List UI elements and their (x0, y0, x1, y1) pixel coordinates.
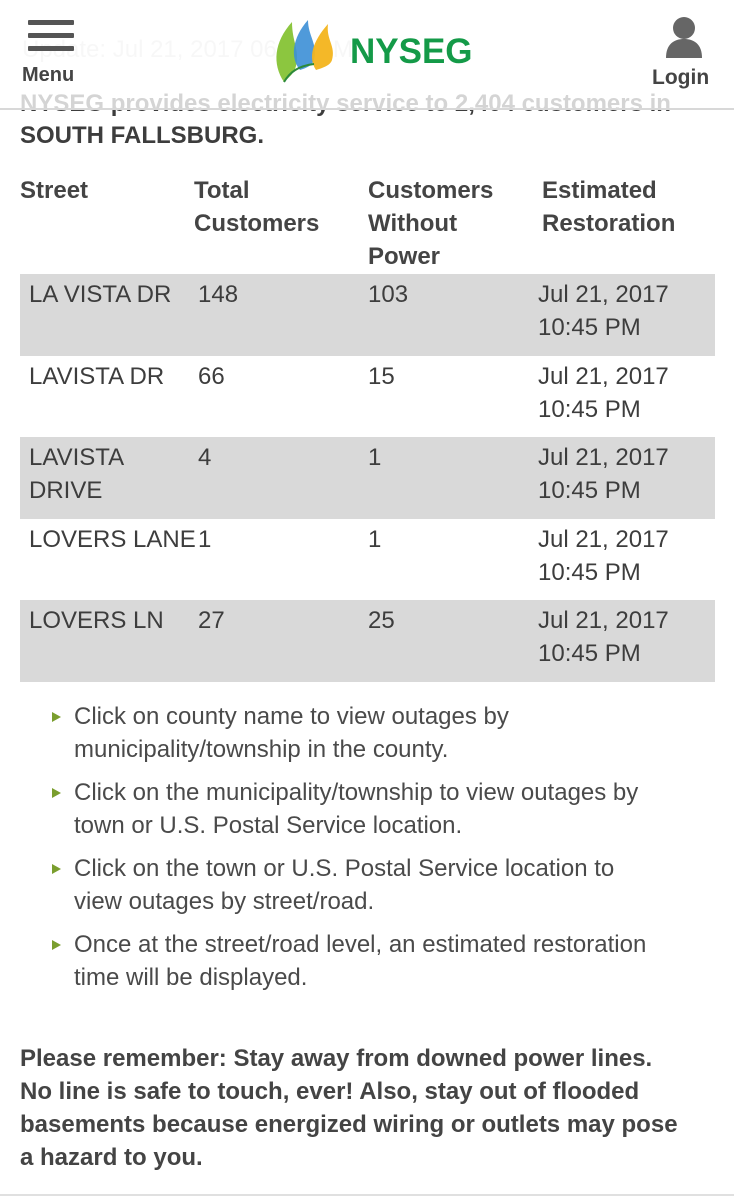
top-header (0, 0, 734, 108)
restoration-time: 10:45 PM (538, 640, 641, 667)
street-cell (29, 278, 199, 311)
login-label: Login (652, 66, 710, 89)
restoration-date: Jul 21, 2017 (538, 444, 669, 471)
street-cell (29, 360, 199, 393)
logo-wordmark: NYSEG (350, 32, 473, 71)
street-cell (29, 523, 219, 556)
login-button[interactable] (650, 14, 712, 94)
column-header-street (20, 174, 88, 207)
bullet-arrow-icon (52, 712, 61, 722)
header-line: Street (20, 177, 89, 204)
restoration-cell (538, 441, 669, 507)
safety-notice (20, 1042, 720, 1174)
header-line: Estimated (542, 177, 657, 204)
nyseg-logo[interactable] (270, 14, 473, 84)
customers-without-power-cell: 103 (368, 281, 409, 308)
column-header-total-customers (194, 174, 319, 240)
instruction-line: town or U.S. Postal Service location. (74, 812, 463, 839)
instruction-line: municipality/township in the county. (74, 736, 449, 763)
instruction-list (50, 700, 720, 1004)
street-line: LOVERS LANE (29, 526, 196, 553)
total-customers-cell: 148 (198, 281, 239, 308)
total-customers-cell: 4 (198, 444, 212, 471)
instruction-line: Once at the street/road level, an estimated restoration (74, 931, 647, 958)
restoration-time: 10:45 PM (538, 314, 641, 341)
instruction-line: time will be displayed. (74, 964, 308, 991)
restoration-date: Jul 21, 2017 (538, 363, 669, 390)
restoration-date: Jul 21, 2017 (538, 526, 669, 553)
instruction-item (50, 928, 720, 994)
total-customers-cell: 27 (198, 607, 225, 634)
total-customers-cell: 1 (198, 526, 212, 553)
instruction-line: Click on county name to view outages by (74, 703, 509, 730)
user-icon (650, 14, 712, 62)
customers-without-power-cell: 1 (368, 444, 382, 471)
instruction-line: Click on the municipality/township to view outages by (74, 779, 639, 806)
header-line: Power (368, 243, 441, 270)
table-row (20, 519, 715, 601)
header-line: Restoration (542, 210, 676, 237)
safety-line: No line is safe to touch, ever! Also, stay out of flooded (20, 1078, 640, 1105)
table-row (20, 437, 715, 519)
table-row (20, 356, 715, 438)
safety-line: a hazard to you. (20, 1144, 203, 1171)
bullet-arrow-icon (52, 788, 61, 798)
column-header-customers-without-power (368, 174, 493, 273)
street-cell (29, 441, 199, 507)
street-line: DRIVE (29, 477, 103, 504)
restoration-time: 10:45 PM (538, 477, 641, 504)
street-line: LAVISTA DR (29, 363, 165, 390)
instruction-line: view outages by street/road. (74, 888, 375, 915)
bullet-arrow-icon (52, 940, 61, 950)
total-customers-cell: 66 (198, 363, 225, 390)
street-line: LAVISTA (29, 444, 125, 471)
street-line: LOVERS LN (29, 607, 164, 634)
instruction-item (50, 852, 720, 918)
safety-line: Please remember: Stay away from downed power lines. (20, 1045, 653, 1072)
customers-without-power-cell: 25 (368, 607, 395, 634)
table-row (20, 274, 715, 356)
column-header-estimated-restoration (542, 174, 675, 240)
restoration-time: 10:45 PM (538, 559, 641, 586)
header-line: Customers (194, 210, 320, 237)
restoration-date: Jul 21, 2017 (538, 607, 669, 634)
customers-without-power-cell: 1 (368, 526, 382, 553)
service-summary: SOUTH FALLSBURG. (20, 122, 264, 149)
restoration-cell (538, 523, 669, 589)
customers-without-power-cell: 15 (368, 363, 395, 390)
header-line: Customers (368, 177, 494, 204)
header-line: Total (194, 177, 250, 204)
bullet-arrow-icon (52, 864, 61, 874)
street-line: LA VISTA DR (29, 281, 172, 308)
instruction-item (50, 700, 720, 766)
restoration-cell (538, 604, 669, 670)
menu-button[interactable] (22, 18, 84, 90)
flame-leaf-logo-icon (270, 14, 350, 84)
divider (0, 1194, 734, 1196)
menu-label: Menu (22, 64, 75, 86)
restoration-cell (538, 278, 669, 344)
instruction-line: Click on the town or U.S. Postal Service location to (74, 855, 615, 882)
restoration-time: 10:45 PM (538, 396, 641, 423)
street-cell (29, 604, 199, 637)
header-line: Without (368, 210, 458, 237)
instruction-item (50, 776, 720, 842)
restoration-cell (538, 360, 669, 426)
table-row (20, 600, 715, 682)
safety-line: basements because energized wiring or outlets may pose (20, 1111, 678, 1138)
restoration-date: Jul 21, 2017 (538, 281, 669, 308)
